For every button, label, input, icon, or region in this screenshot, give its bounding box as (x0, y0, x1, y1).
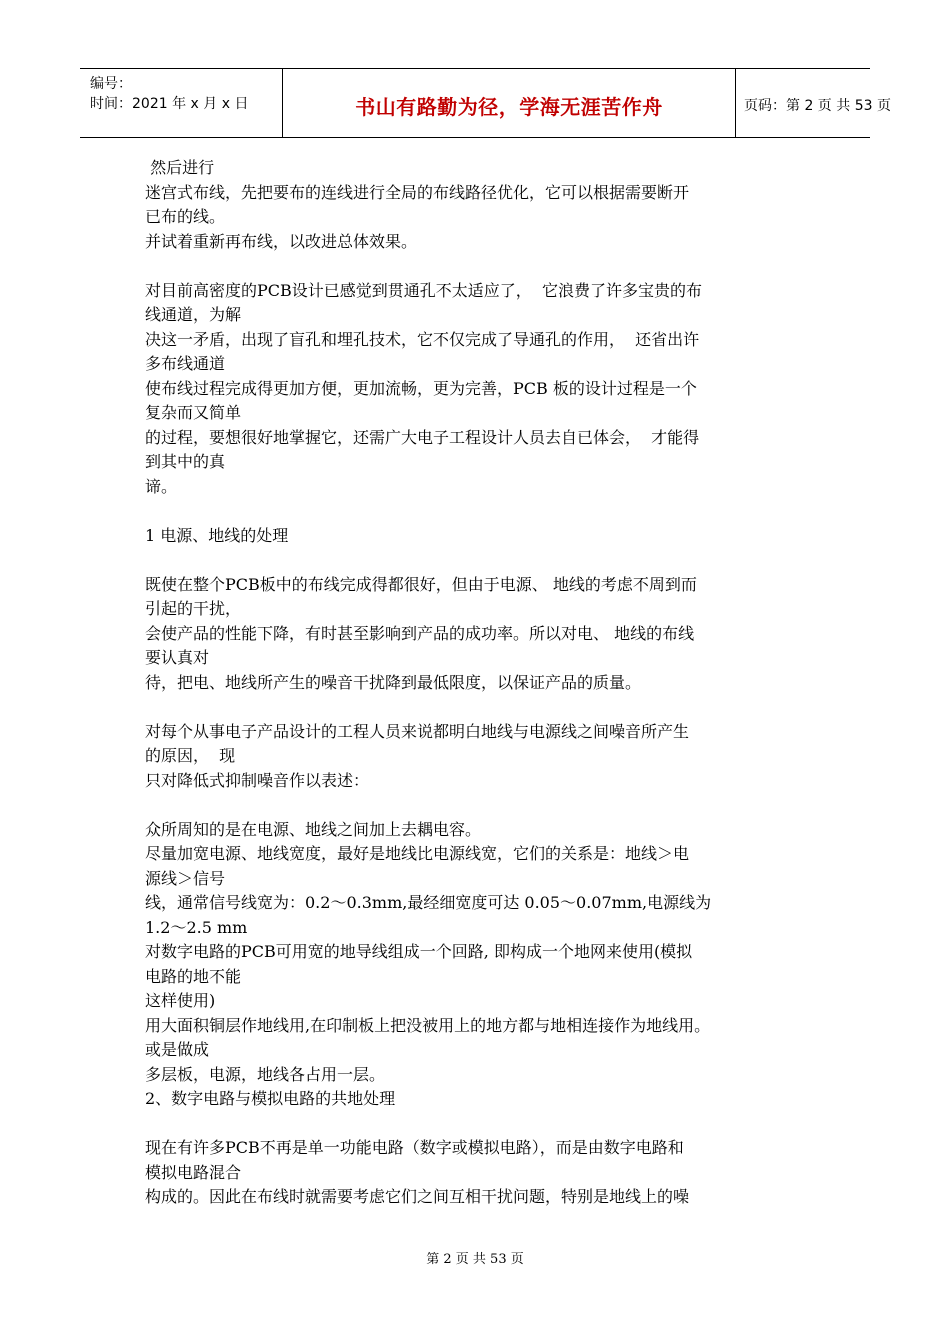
document-date-label: 时间：2021 年 x 月 x 日 (90, 96, 249, 112)
text-line: 待，把电、地线所产生的噪音干扰降到最低限度，以保证产品的质量。 (145, 672, 642, 692)
text-line: 这样使用) (145, 991, 216, 1010)
text-line: 的原因， 现 (145, 746, 236, 765)
blank-line (145, 548, 825, 573)
text-line: 复杂而又简单 (145, 403, 242, 422)
blank-line (145, 1112, 825, 1137)
text-line: 对每个从事电子产品设计的工程人员来说都明白地线与电源线之间噪音所产生 (145, 721, 690, 741)
text-line: 多层板，电源，地线各占用一层。 (145, 1064, 386, 1084)
document-body (145, 156, 825, 1210)
blank-line (145, 499, 825, 524)
header-motto: 书山有路勤为径，学海无涯苦作舟 (355, 95, 663, 119)
text-line: 然后进行 (145, 158, 215, 177)
text-line: 用大面积铜层作地线用,在印制板上把没被用上的地方都与地相连接作为地线用。 (145, 1015, 711, 1035)
page-header (80, 68, 891, 138)
blank-line (145, 254, 825, 279)
text-line: 只对降低式抑制噪音作以表述： (145, 770, 370, 790)
page-footer: 第 2 页 共 53 页 (426, 1252, 524, 1267)
text-line: 多布线通道 (145, 354, 226, 373)
text-line: 源线＞信号 (145, 868, 226, 888)
document-number-label: 编号： (90, 76, 132, 92)
header-page-cell (736, 69, 891, 137)
text-line: 2、数字电路与模拟电路的共地处理 (145, 1089, 396, 1108)
text-line: 众所周知的是在电源、地线之间加上去耦电容。 (145, 819, 482, 839)
text-line: 到其中的真 (145, 452, 226, 471)
text-line: 的过程，要想很好地掌握它，还需广大电子工程设计人员去自已体会， 才能得 (145, 427, 700, 447)
text-line: 既使在整个PCB板中的布线完成得都很好，但由于电源、 地线的考虑不周到而 (145, 574, 697, 594)
text-line: 现在有许多PCB不再是单一功能电路（数字或模拟电路），而是由数字电路和 (145, 1138, 684, 1157)
header-motto-cell (283, 69, 736, 137)
blank-line (145, 695, 825, 720)
text-line: 决这一矛盾，出现了盲孔和埋孔技术，它不仅完成了导通孔的作用， 还省出许 (145, 329, 700, 349)
text-line: 1.2～2.5 mm (145, 917, 248, 937)
text-line: 迷宫式布线，先把要布的连线进行全局的布线路径优化，它可以根据需要断开 (145, 182, 690, 202)
text-line: 要认真对 (145, 648, 210, 667)
text-line: 谛。 (145, 476, 178, 496)
blank-line (145, 793, 825, 818)
text-line: 会使产品的性能下降，有时甚至影响到产品的成功率。所以对电、 地线的布线 (145, 623, 695, 643)
text-line: 模拟电路混合 (145, 1162, 242, 1182)
text-line: 并试着重新再布线，以改进总体效果。 (145, 231, 418, 251)
text-line: 线，通常信号线宽为：0.2～0.3mm,最经细宽度可达 0.05～0.07mm,电源线为 (145, 893, 712, 912)
text-line: 引起的干扰， (145, 599, 242, 618)
text-line: 对目前高密度的PCB设计已感觉到贯通孔不太适应了， 它浪费了许多宝贵的布 (145, 280, 702, 300)
text-line: 使布线过程完成得更加方便，更加流畅，更为完善，PCB 板的设计过程是一个 (145, 378, 697, 398)
text-line: 或是做成 (145, 1040, 210, 1059)
text-line: 1 电源、地线的处理 (145, 525, 289, 545)
header-page-number: 页码：第 2 页 共 53 页 (744, 98, 891, 114)
text-line: 电路的地不能 (145, 966, 242, 986)
text-line: 已布的线。 (145, 207, 226, 226)
text-line: 线通道，为解 (145, 305, 242, 324)
text-line: 尽量加宽电源、地线宽度，最好是地线比电源线宽，它们的关系是：地线＞电 (145, 844, 690, 863)
header-info-cell (80, 69, 283, 137)
text-line: 构成的。因此在布线时就需要考虑它们之间互相干扰问题，特别是地线上的噪 (145, 1187, 690, 1206)
text-line: 对数字电路的PCB可用宽的地导线组成一个回路, 即构成一个地网来使用(模拟 (145, 942, 693, 961)
